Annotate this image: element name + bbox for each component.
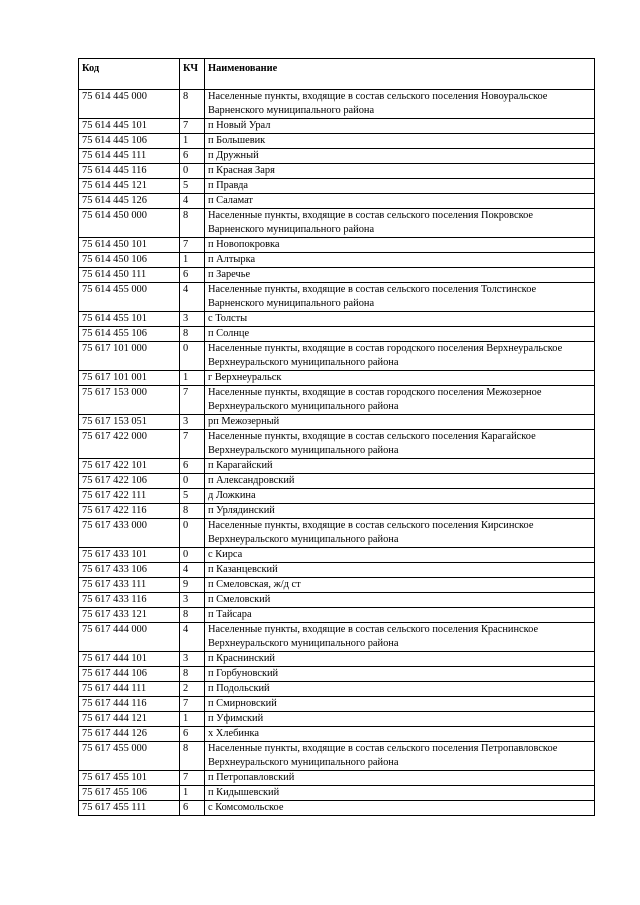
table-row [79,342,595,371]
table-row [79,134,595,149]
table-row [79,608,595,623]
cell-code: 75 617 433 111 [79,578,180,593]
cell-name: Населенные пункты, входящие в состав сельского поселения Новоуральское Варненского муниципального района [205,90,595,119]
cell-kch: 8 [180,608,205,623]
cell-kch: 3 [180,312,205,327]
cell-kch: 7 [180,430,205,459]
cell-code: 75 614 450 106 [79,253,180,268]
table-row [79,712,595,727]
cell-kch: 7 [180,386,205,415]
cell-kch: 5 [180,489,205,504]
cell-name: рп Межозерный [205,415,595,430]
cell-name: Населенные пункты, входящие в состав сельского поселения Карагайское Верхнеуральского муниципального района [205,430,595,459]
table-row [79,238,595,253]
table-row [79,430,595,459]
cell-code: 75 614 450 000 [79,209,180,238]
cell-kch: 8 [180,667,205,682]
cell-kch: 2 [180,682,205,697]
cell-kch: 6 [180,801,205,816]
cell-kch: 1 [180,371,205,386]
table-row [79,119,595,134]
table-row [79,667,595,682]
cell-name: п Урлядинский [205,504,595,519]
table-row [79,697,595,712]
cell-kch: 6 [180,268,205,283]
table-row [79,209,595,238]
header-kch: КЧ [180,59,205,90]
cell-kch: 7 [180,697,205,712]
cell-kch: 7 [180,238,205,253]
cell-code: 75 617 422 111 [79,489,180,504]
table-row [79,771,595,786]
cell-kch: 9 [180,578,205,593]
table-row [79,283,595,312]
cell-name: п Александровский [205,474,595,489]
cell-kch: 7 [180,771,205,786]
table-row [79,268,595,283]
table-row [79,727,595,742]
cell-kch: 0 [180,519,205,548]
cell-code: 75 617 455 000 [79,742,180,771]
cell-kch: 6 [180,459,205,474]
table-row [79,149,595,164]
cell-name: п Алтырка [205,253,595,268]
cell-name: п Уфимский [205,712,595,727]
cell-code: 75 617 444 000 [79,623,180,652]
cell-kch: 0 [180,342,205,371]
table-row [79,593,595,608]
cell-kch: 0 [180,548,205,563]
cell-name: Населенные пункты, входящие в состав городского поселения Межозерное Верхнеуральского муниципального района [205,386,595,415]
cell-name: Населенные пункты, входящие в состав сельского поселения Покровское Варненского муниципального района [205,209,595,238]
cell-name: п Новопокровка [205,238,595,253]
cell-code: 75 617 101 001 [79,371,180,386]
table-row [79,682,595,697]
cell-name: п Кидышевский [205,786,595,801]
cell-code: 75 617 455 101 [79,771,180,786]
cell-code: 75 617 444 116 [79,697,180,712]
cell-code: 75 614 445 111 [79,149,180,164]
cell-kch: 1 [180,712,205,727]
cell-code: 75 614 445 116 [79,164,180,179]
cell-name: Населенные пункты, входящие в состав сельского поселения Толстинское Варненского муниципального района [205,283,595,312]
header-row [79,59,595,90]
cell-code: 75 614 445 121 [79,179,180,194]
table-row [79,164,595,179]
okato-table [78,58,595,816]
cell-name: п Подольский [205,682,595,697]
cell-name: п Петропавловский [205,771,595,786]
cell-kch: 3 [180,593,205,608]
cell-name: п Саламат [205,194,595,209]
cell-name: Населенные пункты, входящие в состав сельского поселения Петропавловское Верхнеуральского муниципального района [205,742,595,771]
cell-code: 75 614 445 126 [79,194,180,209]
cell-code: 75 614 445 101 [79,119,180,134]
table-row [79,459,595,474]
cell-kch: 1 [180,253,205,268]
cell-code: 75 614 445 000 [79,90,180,119]
cell-kch: 6 [180,149,205,164]
table-row [79,652,595,667]
table-row [79,801,595,816]
cell-kch: 8 [180,742,205,771]
cell-name: п Краснинский [205,652,595,667]
cell-code: 75 617 422 116 [79,504,180,519]
table-row [79,786,595,801]
cell-code: 75 617 153 051 [79,415,180,430]
header-name: Наименование [205,59,595,90]
cell-kch: 4 [180,563,205,578]
table-row [79,194,595,209]
table-row [79,548,595,563]
cell-code: 75 617 433 121 [79,608,180,623]
cell-name: х Хлебинка [205,727,595,742]
cell-code: 75 614 455 106 [79,327,180,342]
cell-name: п Дружный [205,149,595,164]
cell-code: 75 617 455 106 [79,786,180,801]
table-row [79,371,595,386]
cell-kch: 4 [180,283,205,312]
cell-name: Населенные пункты, входящие в состав городского поселения Верхнеуральское Верхнеуральского муниципального района [205,342,595,371]
cell-name: Населенные пункты, входящие в состав сельского поселения Краснинское Верхнеуральского муниципального района [205,623,595,652]
cell-kch: 0 [180,474,205,489]
cell-code: 75 617 444 101 [79,652,180,667]
cell-kch: 5 [180,179,205,194]
cell-kch: 4 [180,623,205,652]
cell-code: 75 617 433 116 [79,593,180,608]
table-row [79,578,595,593]
cell-name: п Правда [205,179,595,194]
cell-name: с Комсомольское [205,801,595,816]
cell-code: 75 617 101 000 [79,342,180,371]
cell-kch: 0 [180,164,205,179]
cell-kch: 8 [180,327,205,342]
cell-code: 75 617 444 126 [79,727,180,742]
cell-kch: 1 [180,134,205,149]
cell-code: 75 617 444 111 [79,682,180,697]
table-row [79,90,595,119]
cell-code: 75 617 422 101 [79,459,180,474]
cell-name: п Солнце [205,327,595,342]
cell-code: 75 614 445 106 [79,134,180,149]
cell-code: 75 614 455 000 [79,283,180,312]
cell-name: п Казанцевский [205,563,595,578]
cell-code: 75 617 444 106 [79,667,180,682]
cell-name: п Тайсара [205,608,595,623]
cell-name: п Красная Заря [205,164,595,179]
cell-name: с Толсты [205,312,595,327]
table-row [79,327,595,342]
cell-kch: 6 [180,727,205,742]
cell-kch: 1 [180,786,205,801]
cell-name: с Кирса [205,548,595,563]
cell-code: 75 614 450 111 [79,268,180,283]
cell-kch: 4 [180,194,205,209]
table-row [79,179,595,194]
header-code: Код [79,59,180,90]
cell-name: д Ложкина [205,489,595,504]
cell-kch: 8 [180,504,205,519]
table-body [79,90,595,816]
cell-code: 75 617 455 111 [79,801,180,816]
cell-kch: 8 [180,90,205,119]
table-row [79,623,595,652]
table-row [79,504,595,519]
cell-name: г Верхнеуральск [205,371,595,386]
cell-code: 75 617 433 106 [79,563,180,578]
table-row [79,312,595,327]
cell-code: 75 617 444 121 [79,712,180,727]
cell-code: 75 617 422 106 [79,474,180,489]
table-row [79,489,595,504]
cell-code: 75 617 433 000 [79,519,180,548]
table-row [79,415,595,430]
cell-code: 75 617 153 000 [79,386,180,415]
cell-kch: 8 [180,209,205,238]
cell-name: п Новый Урал [205,119,595,134]
cell-name: п Большевик [205,134,595,149]
cell-kch: 7 [180,119,205,134]
table-row [79,474,595,489]
cell-kch: 3 [180,652,205,667]
cell-name: Населенные пункты, входящие в состав сельского поселения Кирсинское Верхнеуральского муниципального района [205,519,595,548]
cell-name: п Заречье [205,268,595,283]
table-row [79,563,595,578]
cell-name: п Смеловская, ж/д ст [205,578,595,593]
cell-code: 75 614 450 101 [79,238,180,253]
table-row [79,386,595,415]
table-header [79,59,595,90]
cell-name: п Горбуновский [205,667,595,682]
cell-code: 75 617 422 000 [79,430,180,459]
cell-kch: 3 [180,415,205,430]
table-row [79,253,595,268]
table-row [79,742,595,771]
cell-name: п Смирновский [205,697,595,712]
cell-code: 75 614 455 101 [79,312,180,327]
cell-code: 75 617 433 101 [79,548,180,563]
cell-name: п Карагайский [205,459,595,474]
cell-name: п Смеловский [205,593,595,608]
table-row [79,519,595,548]
